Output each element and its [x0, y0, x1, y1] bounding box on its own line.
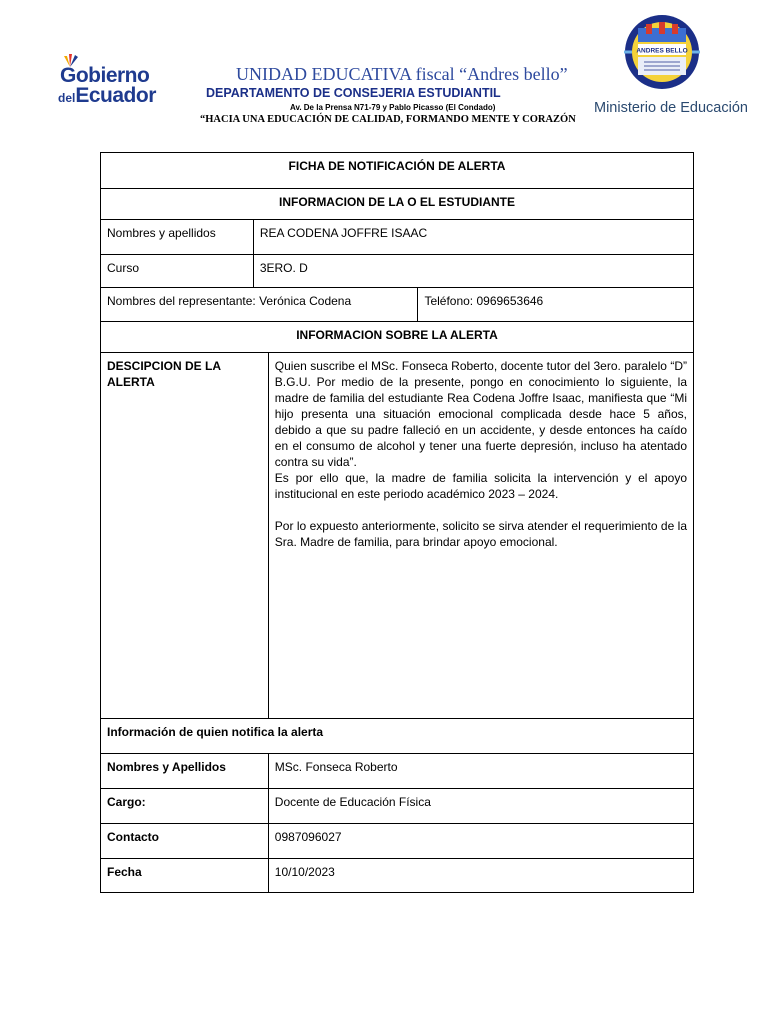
- position-value: Docente de Educación Física: [268, 789, 693, 824]
- gobierno-text: Gobierno: [60, 64, 150, 87]
- school-name: UNIDAD EDUCATIVA fiscal “Andres bello”: [236, 64, 568, 84]
- alert-description-paragraph: Por lo expuesto anteriormente, solicito se sirva atender el requerimiento de la Sra. Madre de familia, para brindar apoyo emocional.: [274, 519, 687, 549]
- seal-text: ANDRES BELLO: [636, 47, 688, 55]
- school-address: Av. De la Prensa N71-79 y Pablo Picasso (El Condado): [290, 103, 496, 112]
- position-label: Cargo:: [101, 789, 269, 824]
- alert-description-paragraph: Quien suscribe el MSc. Fonseca Roberto, docente tutor del 3ero. paralelo “D” B.G.U. Por medio de la presente, pongo en conocimiento lo siguiente, la madre de familia del estudiante Rea Codena Joffre Isaac, manifiesta que “Mi hijo presenta una situación emocional complicada desde hace 5 años, debido a que su padre falleció en un accidente, y desde entonces ha caído en el consumo de alcohol y tener una fuerte depresión, incluso ha atentado contra su vida”.: [274, 359, 687, 469]
- ministry-name: Ministerio de Educación: [594, 100, 748, 116]
- student-names-value: REA CODENA JOFFRE ISAAC: [253, 220, 693, 255]
- date-value: 10/10/2023: [268, 859, 693, 893]
- school-seal-icon: [624, 14, 700, 90]
- notifier-names-value: MSc. Fonseca Roberto: [268, 754, 693, 789]
- notifier-section-title: Información de quien notifica la alerta: [101, 719, 694, 754]
- form-title: FICHA DE NOTIFICACIÓN DE ALERTA: [101, 153, 694, 189]
- representative-name: Nombres del representante: Verónica Codena: [101, 288, 418, 322]
- del-ecuador-text: delEcuador: [58, 84, 156, 107]
- student-section-title: INFORMACION DE LA O EL ESTUDIANTE: [101, 189, 694, 220]
- alert-section-title: INFORMACION SOBRE LA ALERTA: [101, 322, 694, 353]
- department-name: DEPARTAMENTO DE CONSEJERIA ESTUDIANTIL: [206, 86, 501, 100]
- alert-description-paragraph: Es por ello que, la madre de familia solicita la intervención y el apoyo institucional en este periodo académico 2023 – 2024.: [274, 471, 687, 501]
- notifier-names-label: Nombres y Apellidos: [101, 754, 269, 789]
- student-names-label: Nombres y apellidos: [101, 220, 254, 255]
- representative-phone: Teléfono: 0969653646: [418, 288, 694, 322]
- contact-value: 0987096027: [268, 824, 693, 859]
- school-motto: “HACIA UNA EDUCACIÓN DE CALIDAD, FORMANDO MENTE Y CORAZÓN: [200, 114, 576, 125]
- alert-form-table: [100, 152, 694, 893]
- course-label: Curso: [101, 255, 254, 288]
- contact-label: Contacto: [101, 824, 269, 859]
- alert-description-body: [268, 353, 693, 719]
- alert-description-label: DESCIPCION DE LA ALERTA: [101, 353, 269, 719]
- gobierno-ecuador-logo: [52, 54, 162, 107]
- date-label: Fecha: [101, 859, 269, 893]
- course-value: 3ERO. D: [253, 255, 693, 288]
